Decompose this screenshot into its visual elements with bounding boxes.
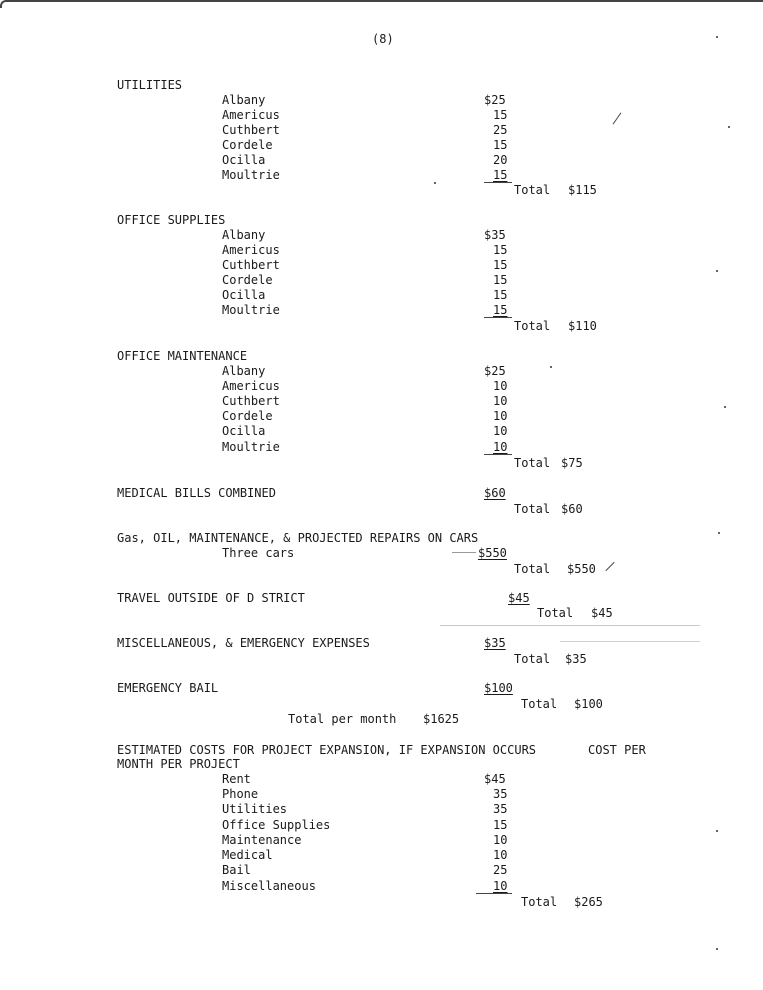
item-amount: $25 — [484, 93, 506, 107]
item-amount: $550 — [478, 546, 507, 560]
item-label: Moultrie — [222, 168, 280, 182]
item-label: Cordele — [222, 409, 273, 423]
item-label: Bail — [222, 863, 251, 877]
item-amount: 10 — [493, 879, 508, 893]
scan-speck — [718, 532, 720, 534]
item-amount: $25 — [484, 364, 506, 378]
item-amount: 15 — [493, 108, 508, 122]
total-value: $45 — [591, 606, 613, 620]
item-label: Albany — [222, 93, 266, 107]
pen-mark — [613, 112, 622, 124]
total-value: $100 — [574, 697, 603, 711]
expansion-heading: ESTIMATED COSTS FOR PROJECT EXPANSION, IF EXPANSION OCCURS — [117, 743, 537, 757]
item-label: Three cars — [222, 546, 295, 560]
item-amount: 15 — [493, 243, 508, 257]
grand-total-value: $1625 — [423, 712, 460, 726]
item-label: Phone — [222, 787, 259, 801]
item-label: Rent — [222, 772, 251, 786]
item-amount: 25 — [493, 863, 508, 877]
section-heading: UTILITIES — [117, 78, 183, 92]
total-value: $75 — [561, 456, 583, 470]
total-value: $35 — [565, 652, 587, 666]
underline — [484, 317, 512, 318]
total-label: Total — [514, 183, 551, 197]
scan-speck — [716, 948, 718, 950]
item-label: Maintenance — [222, 833, 302, 847]
section-heading: MISCELLANEOUS, & EMERGENCY EXPENSES — [117, 636, 370, 650]
total-label: Total — [514, 456, 551, 470]
expansion-heading-right: COST PER — [588, 743, 646, 757]
grand-total-label: Total per month — [288, 712, 397, 726]
item-amount: $35 — [484, 636, 506, 650]
total-value: $550 — [567, 562, 596, 576]
section-heading: MEDICAL BILLS COMBINED — [117, 486, 276, 500]
section-heading: Gas, OIL, MAINTENANCE, & PROJECTED REPAIRS ON CARS — [117, 531, 479, 545]
item-amount: 10 — [493, 409, 508, 423]
item-amount: 15 — [493, 258, 508, 272]
item-label: Utilities — [222, 802, 288, 816]
item-amount: 10 — [493, 440, 508, 454]
section-heading: EMERGENCY BAIL — [117, 681, 219, 695]
item-amount: 10 — [493, 379, 508, 393]
item-amount: $35 — [484, 228, 506, 242]
item-amount: $60 — [484, 486, 506, 500]
item-amount: 15 — [493, 168, 508, 182]
page-border — [0, 0, 763, 8]
item-label: Moultrie — [222, 303, 280, 317]
item-label: Ocilla — [222, 288, 266, 302]
scan-speck — [434, 182, 436, 184]
item-label: Cuthbert — [222, 394, 280, 408]
item-amount: 25 — [493, 123, 508, 137]
item-label: Cordele — [222, 138, 273, 152]
item-amount: 35 — [493, 802, 508, 816]
total-value: $115 — [568, 183, 597, 197]
item-label: Americus — [222, 108, 280, 122]
item-amount: 15 — [493, 138, 508, 152]
item-label: Medical — [222, 848, 273, 862]
item-label: Ocilla — [222, 153, 266, 167]
item-amount: 15 — [493, 818, 508, 832]
item-label: Miscellaneous — [222, 879, 316, 893]
scan-speck — [716, 36, 718, 38]
item-amount: $100 — [484, 681, 513, 695]
total-label: Total — [514, 652, 551, 666]
item-label: Albany — [222, 228, 266, 242]
item-label: Americus — [222, 379, 280, 393]
scan-speck — [728, 126, 730, 128]
item-amount: 10 — [493, 424, 508, 438]
scan-speck — [716, 830, 718, 832]
item-label: Cuthbert — [222, 258, 280, 272]
item-label: Ocilla — [222, 424, 266, 438]
section-heading: OFFICE SUPPLIES — [117, 213, 226, 227]
scan-line — [560, 641, 700, 642]
scan-speck — [716, 270, 718, 272]
section-heading: OFFICE MAINTENANCE — [117, 349, 248, 363]
total-label: Total — [514, 502, 551, 516]
item-label: Moultrie — [222, 440, 280, 454]
pen-mark — [605, 562, 614, 571]
item-label: Cordele — [222, 273, 273, 287]
total-label: Total — [537, 606, 574, 620]
item-amount: 10 — [493, 394, 508, 408]
total-label: Total — [521, 697, 558, 711]
scan-speck — [724, 406, 726, 408]
item-label: Cuthbert — [222, 123, 280, 137]
item-amount: 10 — [493, 848, 508, 862]
item-amount: $45 — [508, 591, 530, 605]
total-value: $265 — [574, 895, 603, 909]
section-heading: TRAVEL OUTSIDE OF D STRICT — [117, 591, 305, 605]
total-label: Total — [521, 895, 558, 909]
item-label: Office Supplies — [222, 818, 331, 832]
total-label: Total — [514, 562, 551, 576]
item-amount: 15 — [493, 273, 508, 287]
scan-speck — [550, 366, 552, 368]
scan-line — [440, 625, 700, 626]
underline — [476, 893, 512, 894]
total-value: $60 — [561, 502, 583, 516]
item-amount: $45 — [484, 772, 506, 786]
total-label: Total — [514, 319, 551, 333]
item-label: Americus — [222, 243, 280, 257]
expansion-heading-line2: MONTH PER PROJECT — [117, 757, 240, 771]
item-amount: 20 — [493, 153, 508, 167]
scan-line — [452, 552, 476, 553]
page-number: (8) — [372, 32, 394, 46]
underline — [484, 182, 512, 183]
item-amount: 15 — [493, 288, 508, 302]
total-value: $110 — [568, 319, 597, 333]
item-amount: 10 — [493, 833, 508, 847]
underline — [484, 454, 512, 455]
item-amount: 15 — [493, 303, 508, 317]
item-label: Albany — [222, 364, 266, 378]
item-amount: 35 — [493, 787, 508, 801]
